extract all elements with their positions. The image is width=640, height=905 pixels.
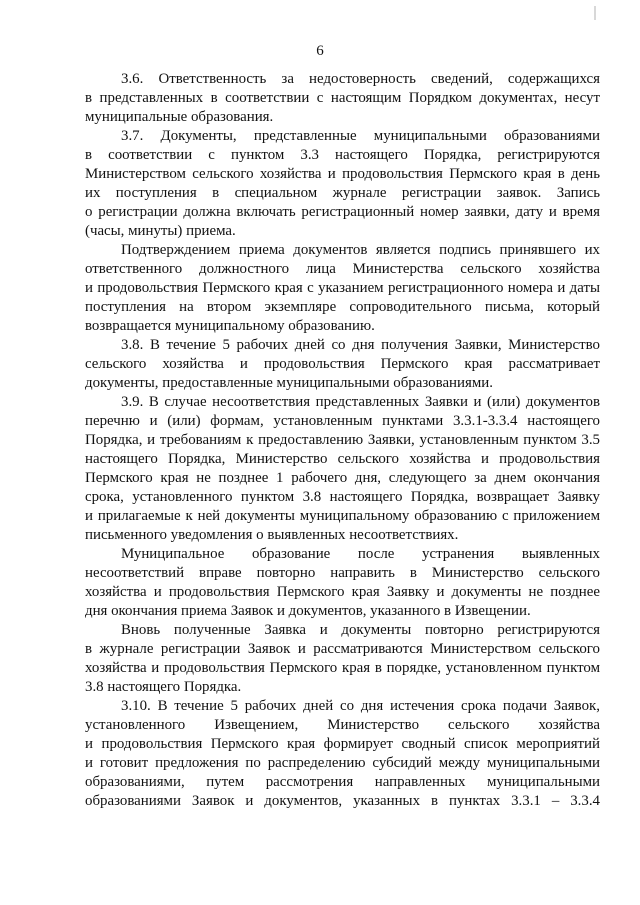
paragraph [85, 697, 600, 811]
text-line: Министерством сельского хозяйства и продовольствия Пермского края в день [85, 166, 600, 182]
text-line: о регистрации должна включать регистрационный номер заявки, дату и время [85, 204, 600, 220]
text-line: Муниципальное образование после устранения выявленных [121, 546, 600, 562]
text-line: Подтверждением приема документов является подпись принявшего их [121, 242, 600, 258]
text-line: письменного уведомления о выявленных несоответствиях. [85, 527, 459, 543]
text-line: и готовит предложения по распределению субсидий между муниципальными [85, 755, 600, 771]
text-line: 3.10. В течение 5 рабочих дней со дня истечения срока подачи Заявок, [121, 698, 600, 714]
document-body [85, 70, 600, 811]
paragraph [85, 336, 600, 393]
text-line: (часы, минуты) приема. [85, 223, 236, 239]
text-line: срока, установленного пунктом 3.8 настоящего Порядка, возвращает Заявку [85, 489, 600, 505]
text-line: несоответствий вправе повторно направить в Министерство сельского [85, 565, 600, 581]
page-number: 6 [316, 43, 324, 59]
text-line: Вновь полученные Заявка и документы повторно регистрируются [121, 622, 600, 638]
scan-mark [594, 6, 596, 20]
text-line: в журнале регистрации Заявок и рассматриваются Министерством сельского [85, 641, 600, 657]
text-line: и прилагаемые к ней документы муниципальному образованию с приложением [85, 508, 600, 524]
paragraph [85, 621, 600, 697]
text-line: хозяйства и продовольствия Пермского края в порядке, установленном пунктом [85, 660, 600, 676]
text-line: сельского хозяйства и продовольствия Пермского края рассматривает [85, 356, 600, 372]
text-line: настоящего Порядка, Министерство сельского хозяйства и продовольствия [85, 451, 600, 467]
text-line: муниципальные образования. [85, 109, 274, 125]
text-line: ответственного должностного лица Министерства сельского хозяйства [85, 261, 600, 277]
paragraph [85, 545, 600, 621]
text-line: в соответствии с пунктом 3.3 настоящего Порядка, регистрируются [85, 147, 600, 163]
paragraph [85, 241, 600, 336]
text-line: 3.9. В случае несоответствия представленных Заявки и (или) документов [121, 394, 600, 410]
text-line: перечню и (или) формам, установленным пунктами 3.3.1-3.3.4 настоящего [85, 413, 600, 429]
text-line: 3.8. В течение 5 рабочих дней со дня получения Заявки, Министерство [121, 337, 600, 353]
text-line: возвращается муниципальному образованию. [85, 318, 375, 334]
text-line: Порядка, и требованиям к предоставлению Заявки, установленным пунктом 3.5 [85, 432, 600, 448]
text-line: 3.7. Документы, представленные муниципальными образованиями [121, 128, 600, 144]
text-line: и продовольствия Пермского края формирует сводный список мероприятий [85, 736, 600, 752]
paragraph [85, 70, 600, 127]
paragraph [85, 393, 600, 545]
text-line: 3.6. Ответственность за недостоверность сведений, содержащихся [121, 71, 600, 87]
paragraph [85, 127, 600, 241]
text-line: документы, предоставленные муниципальными образованиями. [85, 375, 493, 391]
text-line: и продовольствия Пермского края с указанием регистрационного номера и даты [85, 280, 600, 296]
text-line: их поступления в специальном журнале регистрации заявок. Запись [85, 185, 600, 201]
text-line: в представленных в соответствии с настоящим Порядком документах, несут [85, 90, 600, 106]
text-line: поступления на втором экземпляре сопроводительного письма, который [85, 299, 600, 315]
text-line: хозяйства и продовольствия Пермского края Заявку и документы не позднее [85, 584, 600, 600]
text-line: дня окончания приема Заявок и документов, указанного в Извещении. [85, 603, 531, 619]
text-line: 3.8 настоящего Порядка. [85, 679, 242, 695]
text-line: Пермского края не позднее 1 рабочего дня, следующего за днем окончания [85, 470, 600, 486]
text-line: образованиями, путем рассмотрения направленных муниципальными [85, 774, 600, 790]
text-line: установленного Извещением, Министерство сельского хозяйства [85, 717, 600, 733]
text-line: образованиями Заявок и документов, указанных в пунктах 3.3.1 – 3.3.4 [85, 793, 600, 809]
